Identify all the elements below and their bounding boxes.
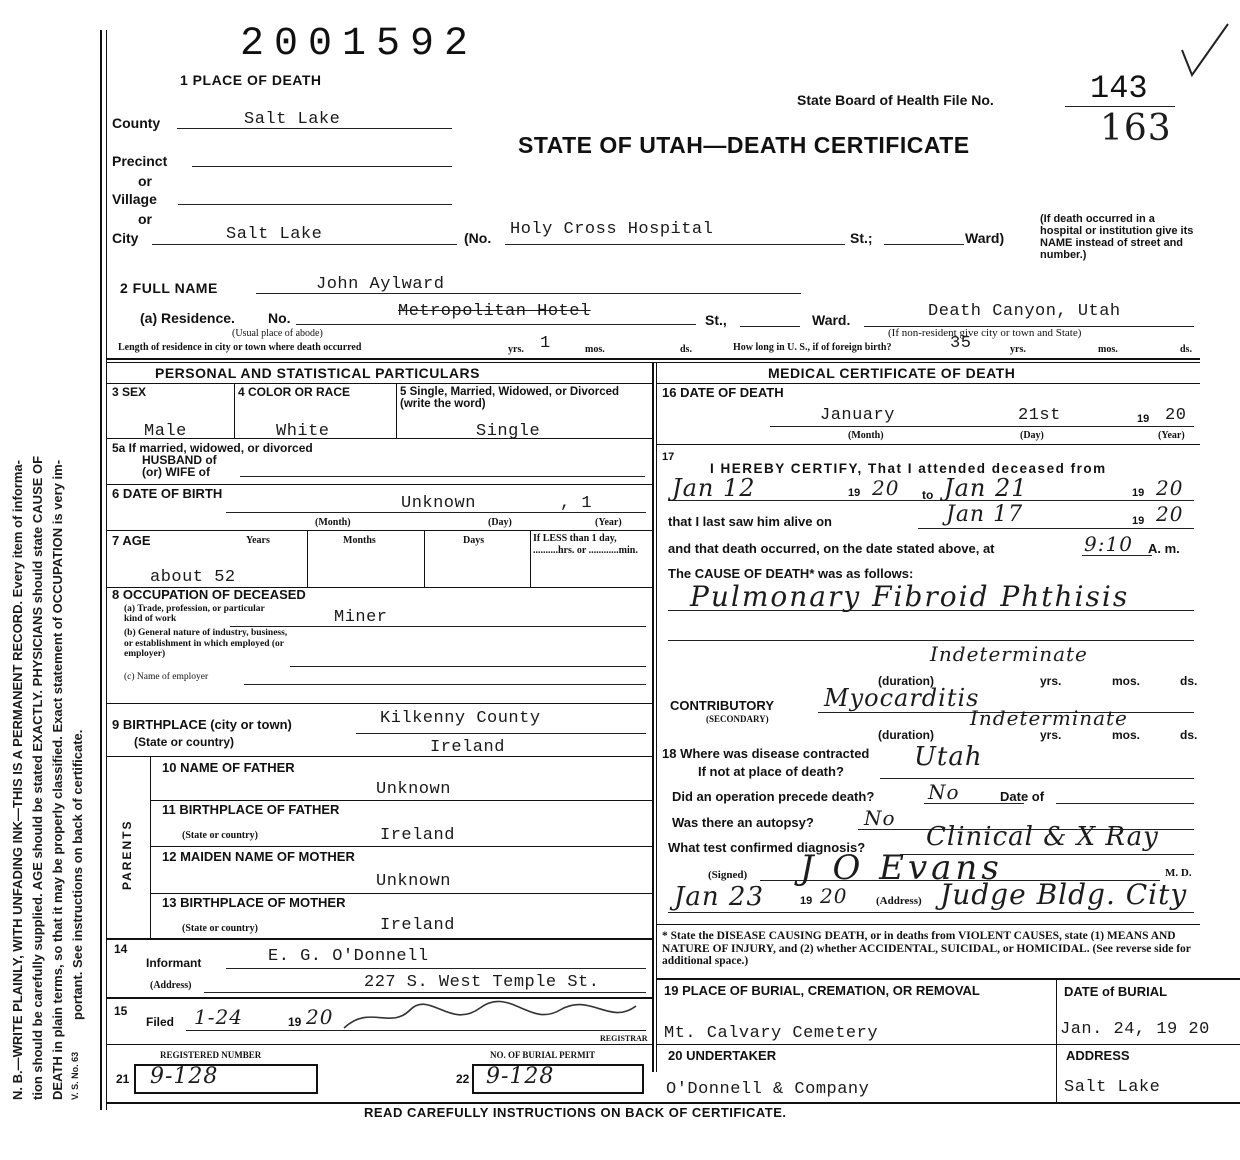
occupation-value: Miner <box>334 608 388 627</box>
dob-year-label: (Year) <box>595 517 622 528</box>
autopsy-value: No <box>864 806 896 830</box>
marital-value: Single <box>476 422 541 441</box>
margin-line-2: tion should be carefully supplied. AGE should be stated EXACTLY. PHYSICIANS should state CAUSE OF <box>30 455 45 1100</box>
hospital-value: Holy Cross Hospital <box>510 220 714 239</box>
us-ds-label: ds. <box>1180 344 1192 355</box>
father-birthplace-label: 11 BIRTHPLACE OF FATHER <box>162 802 340 817</box>
filed-label: Filed <box>146 1015 175 1029</box>
undertaker-address-value: Salt Lake <box>1064 1078 1161 1097</box>
or-1: or <box>138 173 152 189</box>
duration2-mos-label: mos. <box>1112 728 1141 742</box>
birthplace-city-value: Kilkenny County <box>380 709 541 728</box>
residence-ward-label: Ward. <box>812 312 851 328</box>
attended-from-value: Jan 12 <box>672 474 756 502</box>
dob-day-label: (Day) <box>488 517 512 528</box>
autopsy-label: Was there an autopsy? <box>672 815 814 830</box>
burial-permit-no: 22 <box>456 1072 470 1086</box>
death-month-label: (Month) <box>848 430 884 441</box>
precinct-label: Precinct <box>112 153 168 169</box>
diagnosis-value: Clinical & X Ray <box>926 822 1159 852</box>
birthplace-state-label: (State or country) <box>134 735 235 749</box>
signed-label: (Signed) <box>708 869 748 881</box>
undertaker-value: O'Donnell & Company <box>666 1080 870 1099</box>
father-name-label: 10 NAME OF FATHER <box>162 760 295 775</box>
length-yrs-label: yrs. <box>508 344 524 355</box>
duration2-yrs-label: yrs. <box>1040 728 1062 742</box>
duration-value: Indeterminate <box>930 642 1088 666</box>
duration-yrs-label: yrs. <box>1040 674 1062 688</box>
file-no-label: State Board of Health File No. <box>797 92 994 108</box>
undertaker-address-label: ADDRESS <box>1066 1048 1130 1063</box>
cause-label: The CAUSE OF DEATH* was as follows: <box>668 566 914 581</box>
county-label: County <box>112 115 161 131</box>
spouse-label-3: (or) WIFE of <box>142 465 210 479</box>
residence-label: (a) Residence. <box>140 310 235 326</box>
dob-month-label: (Month) <box>315 517 351 528</box>
date-of-label: Date of <box>1000 789 1045 804</box>
full-name-value: John Aylward <box>316 275 445 294</box>
residence-st-label: St., <box>705 312 727 328</box>
village-label: Village <box>112 191 157 207</box>
signed-address-value: Judge Bldg. City <box>940 878 1188 911</box>
check-mark-icon <box>1180 20 1230 80</box>
color-label: 4 COLOR OR RACE <box>238 385 351 399</box>
burial-permit-label: NO. OF BURIAL PERMIT <box>490 1050 596 1060</box>
operation-label: Did an operation precede death? <box>672 789 875 804</box>
medical-section-title: MEDICAL CERTIFICATE OF DEATH <box>768 365 1016 381</box>
age-if-less-label: If LESS than 1 day, ..........hrs. or ............min. <box>533 533 638 556</box>
signed-date-value: Jan 23 <box>674 882 765 912</box>
where-contracted-label: 18 Where was disease contracted <box>662 746 870 761</box>
street-number-label: (No. <box>464 230 492 246</box>
burial-place-value: Mt. Calvary Cemetery <box>664 1024 879 1043</box>
burial-date-value: Jan. 24, 19 20 <box>1060 1020 1210 1039</box>
mother-birthplace-label: 13 BIRTHPLACE OF MOTHER <box>162 895 346 910</box>
mother-name-value: Unknown <box>376 872 451 891</box>
if-not-label: If not at place of death? <box>698 764 844 779</box>
filed-number: 15 <box>114 1004 128 1018</box>
death-year-label: (Year) <box>1158 430 1185 441</box>
cause-value: Pulmonary Fibroid Phthisis <box>690 580 1130 613</box>
death-day-value: 21st <box>1018 406 1061 425</box>
dob-value: Unknown <box>401 494 476 513</box>
left-border <box>100 30 102 1110</box>
how-long-us-label: How long in U. S., if of foreign birth? <box>733 342 892 353</box>
occupation-b-label: (b) General nature of industry, business, or establishment in which employed (or employer) <box>124 628 288 659</box>
death-month-value: January <box>820 406 895 425</box>
item-17-number: 17 <box>662 451 675 463</box>
spouse-label-1: 5a If married, widowed, or divorced <box>112 441 313 455</box>
hospital-note: (If death occurred in a hospital or institution give its NAME instead of street and number.) <box>1040 213 1194 261</box>
cause-footnote: * State the DISEASE CAUSING DEATH, or in deaths from VIOLENT CAUSES, state (1) MEANS AND NATURE OF INJURY, and (2) whether ACCIDENTAL, SUICIDAL, or HOMICIDAL. (See reverse side for additional space.) <box>662 930 1191 967</box>
margin-instructions <box>0 0 85 1160</box>
duration2-label: (duration) <box>878 728 934 742</box>
dob-label: 6 DATE OF BIRTH <box>112 486 223 501</box>
secondary-label: (SECONDARY) <box>706 714 769 724</box>
burial-date-label: DATE of BURIAL <box>1064 984 1168 999</box>
color-value: White <box>276 422 330 441</box>
burial-permit-value: 9-128 <box>486 1064 555 1089</box>
informant-address-label: (Address) <box>150 980 192 991</box>
filed-value: 1-24 <box>194 1005 243 1029</box>
death-year-prefix: 19 <box>1137 413 1150 425</box>
informant-number: 14 <box>114 942 128 956</box>
or-2: or <box>138 211 152 227</box>
parents-label: PARENTS <box>120 819 134 890</box>
death-year-value: 20 <box>1165 406 1187 425</box>
left-border-inner <box>106 30 107 1110</box>
duration-ds-label: ds. <box>1180 674 1198 688</box>
stamped-number: 2001592 <box>240 22 479 67</box>
residence-city-value: Death Canyon, Utah <box>928 302 1121 321</box>
length-mos-label: mos. <box>585 344 605 355</box>
registered-number-no: 21 <box>116 1072 130 1086</box>
registrar-signature-icon <box>340 1000 640 1034</box>
residence-no-label: No. <box>268 310 291 326</box>
burial-place-label: 19 PLACE OF BURIAL, CREMATION, OR REMOVAL <box>664 983 980 998</box>
attended-to-value: Jan 21 <box>944 474 1028 502</box>
length-yrs-value: 1 <box>540 334 551 353</box>
age-value: about 52 <box>150 568 236 587</box>
last-saw-label: that I last saw him alive on <box>668 514 832 529</box>
mother-birthplace-value: Ireland <box>380 916 455 935</box>
registered-number-label: REGISTERED NUMBER <box>160 1050 262 1060</box>
filed-year-prefix: 19 <box>288 1015 302 1029</box>
last-saw-year: 20 <box>1156 502 1184 526</box>
marital-label: 5 Single, Married, Widowed, or Divorced (write the word) <box>400 386 620 410</box>
attended-from-year-prefix: 19 <box>848 487 861 499</box>
sex-label: 3 SEX <box>112 385 147 399</box>
attended-from-year: 20 <box>872 476 900 500</box>
undertaker-label: 20 UNDERTAKER <box>668 1048 777 1063</box>
occupation-label: 8 OCCUPATION OF DECEASED <box>112 587 306 602</box>
spouse-label-2: HUSBAND of <box>142 453 217 467</box>
city-value: Salt Lake <box>226 225 323 244</box>
nonresident-note: (If non-resident give city or town and State) <box>888 327 1082 339</box>
birthplace-country-value: Ireland <box>430 738 505 757</box>
registrar-label: REGISTRAR <box>600 1034 648 1043</box>
age-months-label: Months <box>343 535 376 546</box>
margin-line-3: DEATH in plain terms, so that it may be properly classified. Exact statement of OCCUPATION is very im- <box>50 459 65 1100</box>
am-label: A. m. <box>1148 541 1180 556</box>
file-no-value: 143 <box>1090 70 1148 107</box>
street-label: St.; <box>850 230 873 246</box>
father-birthplace-sub: (State or country) <box>182 830 258 841</box>
registration-note: 163 <box>1100 108 1172 149</box>
informant-label: Informant <box>146 956 202 970</box>
city-label: City <box>112 230 139 246</box>
dob-comma: , 1 <box>560 494 593 513</box>
contributory-label: CONTRIBUTORY <box>670 698 774 713</box>
age-days-label: Days <box>463 535 485 546</box>
contributory-value: Myocarditis <box>824 684 980 712</box>
place-of-death-label: 1 PLACE OF DEATH <box>180 72 322 88</box>
death-time-label: and that death occurred, on the date stated above, at <box>668 541 995 556</box>
age-years-label: Years <box>246 535 270 546</box>
ward-label: Ward) <box>965 230 1005 246</box>
where-contracted-value: Utah <box>914 742 983 772</box>
birthplace-label: 9 BIRTHPLACE (city or town) <box>112 717 292 732</box>
occupation-a-label: (a) Trade, profession, or particular kind of work <box>124 604 265 624</box>
father-birthplace-value: Ireland <box>380 826 455 845</box>
death-time-value: 9:10 <box>1084 532 1133 556</box>
registered-number-value: 9-128 <box>150 1064 219 1089</box>
signature-value: J O Evans <box>800 848 1003 888</box>
certify-text: I HEREBY CERTIFY, That I attended deceased from <box>710 461 1107 476</box>
last-saw-year-prefix: 19 <box>1132 515 1145 527</box>
duration2-value: Indeterminate <box>970 706 1128 730</box>
certificate-title: STATE OF UTAH—DEATH CERTIFICATE <box>518 132 970 158</box>
footer-instructions: READ CAREFULLY INSTRUCTIONS ON BACK OF CERTIFICATE. <box>364 1105 787 1120</box>
margin-line-1: N. B.—WRITE PLAINLY, WITH UNFADING INK—THIS IS A PERMANENT RECORD. Every item of informa- <box>10 460 25 1100</box>
margin-line-4: portant. See instructions on back of certificate. <box>70 729 85 1020</box>
diagnosis-label: What test confirmed diagnosis? <box>668 840 866 855</box>
personal-section-title: PERSONAL AND STATISTICAL PARTICULARS <box>155 365 480 381</box>
us-mos-label: mos. <box>1098 344 1118 355</box>
us-yrs-value: 35 <box>950 334 972 353</box>
last-saw-value: Jan 17 <box>946 502 1024 527</box>
duration-mos-label: mos. <box>1112 674 1141 688</box>
signed-address-label: (Address) <box>876 895 922 907</box>
informant-address-value: 227 S. West Temple St. <box>364 973 600 992</box>
informant-value: E. G. O'Donnell <box>268 947 429 966</box>
usual-abode-note: (Usual place of abode) <box>232 328 323 339</box>
operation-value: No <box>928 780 960 804</box>
age-label: 7 AGE <box>112 533 151 548</box>
date-of-death-label: 16 DATE OF DEATH <box>662 385 784 400</box>
duration2-ds-label: ds. <box>1180 728 1198 742</box>
form-number: V. S. No. 63 <box>70 1051 80 1100</box>
attended-to-year-prefix: 19 <box>1132 487 1145 499</box>
signed-year-prefix: 19 <box>800 895 813 907</box>
mother-name-label: 12 MAIDEN NAME OF MOTHER <box>162 849 355 864</box>
attended-to-year: 20 <box>1156 476 1184 500</box>
duration-label: (duration) <box>878 674 934 688</box>
sex-value: Male <box>144 422 187 441</box>
md-label: M. D. <box>1165 867 1192 879</box>
residence-value: Metropolitan Hotel <box>398 302 591 321</box>
signed-year-value: 20 <box>820 884 848 908</box>
father-name-value: Unknown <box>376 780 451 799</box>
filed-year-value: 20 <box>306 1005 334 1029</box>
mother-birthplace-sub: (State or country) <box>182 923 258 934</box>
full-name-label: 2 FULL NAME <box>120 280 218 296</box>
occupation-c-label: (c) Name of employer <box>124 672 209 682</box>
center-divider <box>652 362 654 1072</box>
death-day-label: (Day) <box>1020 430 1044 441</box>
length-residence-label: Length of residence in city or town where death occurred <box>118 342 362 353</box>
attended-to-label: to <box>922 488 934 502</box>
us-yrs-label: yrs. <box>1010 344 1026 355</box>
county-value: Salt Lake <box>244 110 341 129</box>
length-ds-label: ds. <box>680 344 692 355</box>
